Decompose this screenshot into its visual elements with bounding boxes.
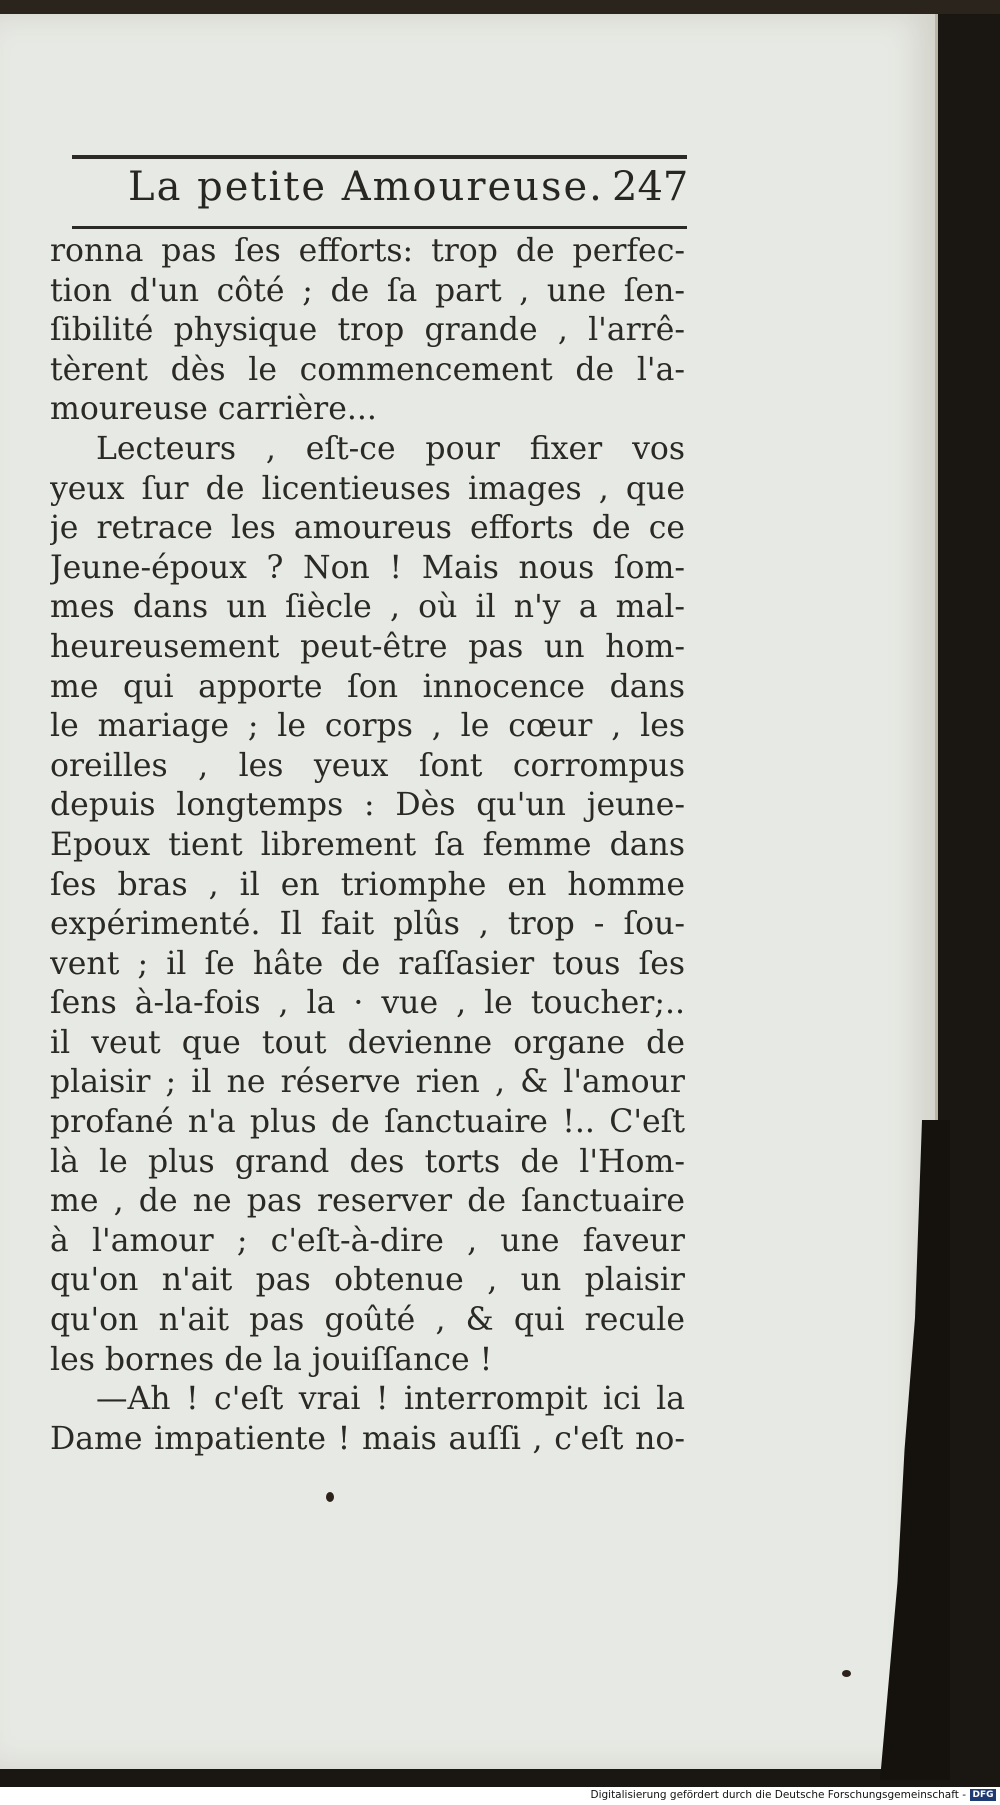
- body-text: [50, 232, 685, 1459]
- dfg-logo: DFG: [970, 1789, 996, 1801]
- text-line: Lectеurs , eſt-ce pour fixer vos: [96, 430, 685, 467]
- text-line: vent ; il ſe hâte de raſſasier tous ſes: [50, 945, 685, 982]
- text-line: ronna pas ſes efforts: trop de perfec-: [50, 233, 685, 269]
- text-line: heureusement peut-être pas un hom-: [50, 628, 685, 665]
- book-page: [0, 14, 938, 1769]
- text-line: tion d'un côté ; de ſa part , une ſen-: [50, 272, 685, 309]
- text-line: oreilles , les yeux ſont corrompus: [50, 747, 685, 784]
- text-line: qu'on n'ait pas goûté , & qui recule: [50, 1302, 685, 1339]
- digitization-footer: [0, 1787, 1000, 1805]
- page-number: 247: [612, 164, 689, 210]
- text-line: ſens à-la-fois , la · vue , le toucher;..: [50, 985, 685, 1022]
- text-line: Epoux tient librement ſa femme dans: [50, 826, 685, 863]
- text-line: moureuse carrière...: [50, 391, 377, 428]
- text-line: expérimenté. Il fait plûs , trop - ſou-: [50, 906, 685, 943]
- digitization-credit: Digitalisierung gefördert durch die Deutsche Forschungsgemeinschaft -: [590, 1789, 966, 1801]
- text-line: ſes bras , il en triomphe en homme: [50, 866, 685, 903]
- text-line: ſibilité physique trop grande , l'arrê-: [50, 312, 685, 349]
- text-line: profané n'a plus de ſanctuaire !.. C'eſt: [50, 1104, 685, 1141]
- text-line: Jeune-époux ? Non ! Mais nous ſom-: [50, 549, 685, 586]
- text-line: les bornes de la jouiſſance !: [50, 1341, 493, 1378]
- header-rule-top: [72, 155, 687, 159]
- scan-top-edge: [0, 0, 1000, 14]
- ink-speck: [842, 1670, 851, 1677]
- text-line: yeux ſur de licentieuses images , que: [50, 470, 685, 507]
- text-line: le mariage ; le corps , le cœur , les: [50, 708, 685, 745]
- text-line: je retrace les amoureus efforts de ce: [50, 510, 685, 547]
- running-title: La petite Amoureuse.: [128, 164, 604, 210]
- text-line: qu'on n'ait pas obtenue , un plaisir: [50, 1262, 685, 1299]
- ink-speck: [326, 1492, 334, 1502]
- text-line: mes dans un ſiècle , où il n'y a mal-: [50, 589, 685, 626]
- text-line: Dame impatiente ! mais auſſi , c'eſt no-: [50, 1420, 685, 1457]
- text-line: me , de ne pas reserver de ſanctuaire: [50, 1183, 685, 1220]
- header-rule-bottom: [72, 226, 687, 229]
- text-line: me qui apporte ſon innocence dans: [50, 668, 685, 705]
- text-line: tèrent dès le commencement de l'a-: [50, 351, 685, 388]
- text-line: là le plus grand des torts de l'Hom-: [50, 1143, 685, 1180]
- text-line: depuis longtemps : Dès qu'un jeune-: [50, 787, 685, 824]
- text-line: —Ah ! c'eſt vrai ! interrompit ici la: [96, 1381, 685, 1418]
- text-line: à l'amour ; c'eſt-à-dire , une faveur: [50, 1222, 685, 1259]
- text-line: plaisir ; il ne réserve rien , & l'amour: [50, 1064, 685, 1101]
- text-line: il veut que tout devienne organe de: [50, 1024, 685, 1061]
